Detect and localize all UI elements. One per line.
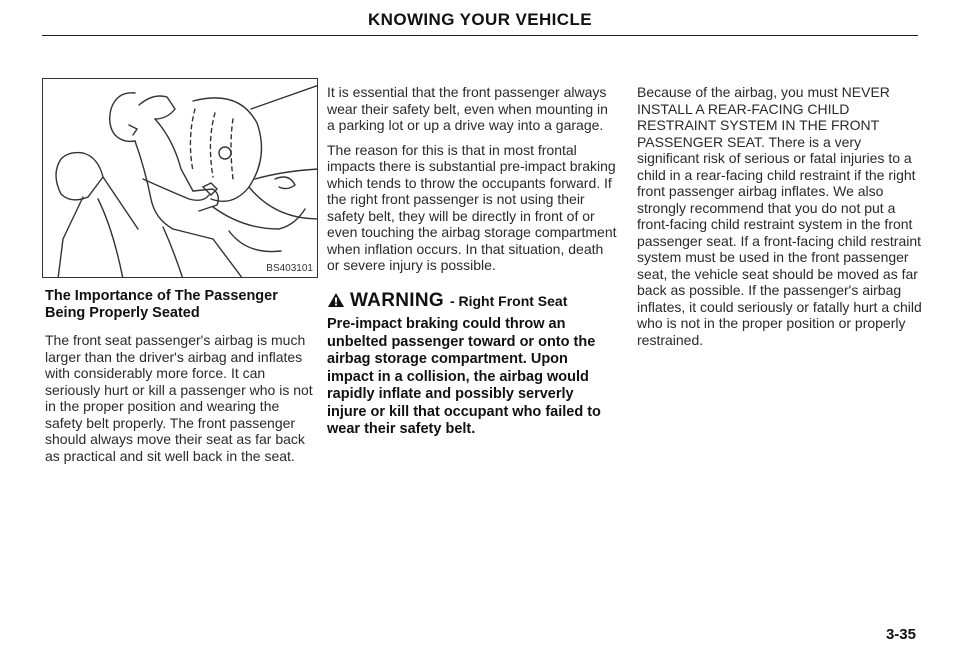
page-header-title: KNOWING YOUR VEHICLE xyxy=(368,10,592,29)
airbag-figure xyxy=(42,78,318,278)
warning-subject: - Right Front Seat xyxy=(449,292,568,309)
paragraph-passenger-seating: The front seat passenger's airbag is much larger than the driver's airbag and inflates with considerably more force. It can seriously hurt or kill a passenger who is not in the proper position and wearing the safety belt properly. The front passenger should always move their seat as far back as practical and sit well back in the seat. xyxy=(45,332,313,464)
paragraph-frontal-impacts: The reason for this is that in most frontal impacts there is substantial pre-impact braking which tends to throw the occupants forward. If the right front passenger is not using their safety belt, they will be directly in front of or even touching the airbag storage compartment when inflation occurs. In that situation, death or severe injury is possible. xyxy=(327,141,617,273)
column-right xyxy=(637,84,922,356)
paragraph-child-restraint: Because of the airbag, you must NEVER INSTALL A REAR-FACING CHILD RESTRAINT SYSTEM IN THE FRONT PASSENGER SEAT. There is a very significant risk of serious or fatal injuries to a child in a rear-facing child restraint if the right front passenger airbag inflates. We also strongly recommend that you do not put a front-facing child restraint system in the front passenger seat. If a front-facing child restraint system must be used in the front passenger seat, the vehicle seat should be moved as far back as possible. If the passenger's airbag inflates, it could seriously or fatally hurt a child who is not in the proper position or properly restrained. xyxy=(637,84,922,348)
figure-code: BS403101 xyxy=(266,263,313,274)
header-divider xyxy=(42,35,918,36)
warning-heading xyxy=(327,290,617,310)
section-heading: The Importance of The Passenger Being Properly Seated xyxy=(45,288,278,321)
paragraph-safety-belt: It is essential that the front passenger always wear their safety belt, even when mounting in a parking lot or up a drive way into a garage. xyxy=(327,84,608,133)
warning-body: Pre-impact braking could throw an unbelted passenger toward or onto the airbag storage compartment. Upon impact in a collision, the airbag would rapidly inflate and possibly serverly injure or kill that occupant who failed to wear their safety belt. xyxy=(327,316,601,437)
warning-word: WARNING xyxy=(350,289,444,311)
column-middle xyxy=(327,84,617,447)
airbag-illustration xyxy=(43,79,318,278)
warning-triangle-icon xyxy=(327,292,345,308)
page-number: 3-35 xyxy=(885,626,916,643)
column-left xyxy=(45,288,313,472)
